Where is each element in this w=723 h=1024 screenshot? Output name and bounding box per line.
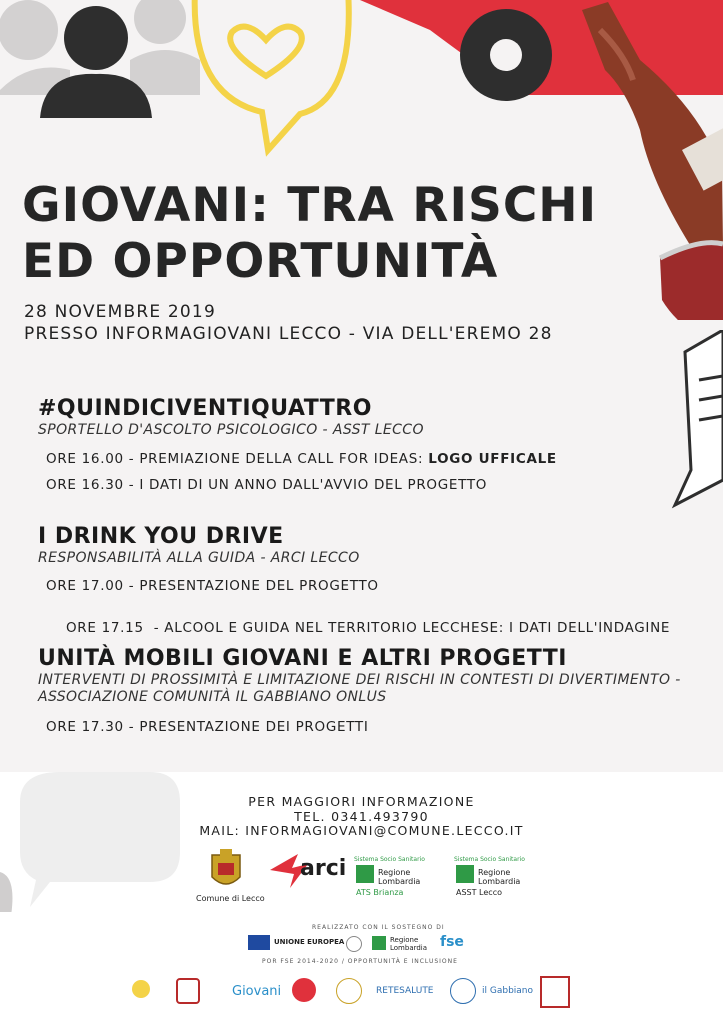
- eu-flag-icon: [248, 935, 270, 950]
- fse-label: fse: [440, 934, 464, 950]
- agenda-item: [46, 477, 487, 493]
- car-icon: [360, 0, 723, 101]
- agenda-text: - PRESENTAZIONE DEL PROGETTO: [123, 578, 379, 594]
- agenda-text: - PRESENTAZIONE DEI PROGETTI: [123, 719, 369, 735]
- title-line-2: ED OPPORTUNITÀ: [22, 234, 499, 289]
- glass-icon: [660, 243, 723, 320]
- ue-label: UNIONE EUROPEA: [274, 938, 345, 946]
- note-bubble-icon: [663, 330, 723, 510]
- comune-lecco-label: Comune di Lecco: [196, 894, 265, 903]
- contact-email[interactable]: MAIL: INFORMAGIOVANI@COMUNE.LECCO.IT: [199, 823, 524, 838]
- section-subtitle-line-1: INTERVENTI DI PROSSIMITÀ E LIMITAZIONE DEI RISCHI IN CONTESTI DI DIVERTIMENTO -: [38, 672, 681, 688]
- agenda-time: ORE 17.15: [65, 620, 144, 636]
- poster-title: [22, 178, 597, 290]
- section-title: UNITÀ MOBILI GIOVANI E ALTRI PROGETTI: [38, 646, 567, 671]
- agenda-time: ORE 17.00: [46, 578, 124, 594]
- agenda-text: - PREMIAZIONE DELLA CALL FOR IDEAS:: [123, 451, 429, 467]
- partner-logo-2-icon: [176, 978, 200, 1004]
- agenda-highlight: LOGO UFFICALE: [428, 451, 557, 467]
- event-date: 28 NOVEMBRE 2019: [24, 302, 216, 322]
- agenda-time: ORE 16.00: [46, 451, 124, 467]
- partner-logo-1-icon: [132, 980, 150, 998]
- lombardia-label: Regione Lombardia: [390, 936, 428, 952]
- arci-label: arci: [300, 856, 347, 881]
- partner-logo-9-icon: [540, 976, 570, 1008]
- agenda-time: ORE 16.30: [46, 477, 124, 493]
- section-quindiciventiquattro: [38, 396, 424, 439]
- section-title: I DRINK YOU DRIVE: [38, 524, 284, 549]
- asst-region: Regione Lombardia: [478, 868, 521, 886]
- asst-icon: [456, 865, 474, 883]
- partner-logo-4-icon: [292, 978, 316, 1002]
- agenda-text: - ALCOOL E GUIDA NEL TERRITORIO LECCHESE: I DATI DELL'INDAGINE: [143, 620, 671, 636]
- comune-lecco-logo: [206, 847, 246, 893]
- contact-phone: TEL. 0341.493790: [294, 809, 429, 824]
- lombardia-icon: [372, 936, 386, 950]
- asst-name: ASST Lecco: [456, 888, 502, 897]
- gabbiano-label: il Gabbiano: [482, 986, 534, 996]
- italy-emblem-icon: [346, 936, 362, 952]
- agenda-item: [46, 719, 369, 735]
- ats-region: Regione Lombardia: [378, 868, 421, 886]
- partner-logo-7-icon: [450, 978, 476, 1004]
- person-bg-icon: [0, 0, 58, 60]
- title-line-1: GIOVANI: TRA RISCHI: [22, 178, 598, 233]
- ats-header: Sistema Socio Sanitario: [354, 856, 425, 863]
- partner-logo-5-icon: [336, 978, 362, 1004]
- person-bg-icon-2: [134, 0, 186, 44]
- informagiovani-label: Giovani: [232, 984, 282, 999]
- agenda-time: ORE 17.30: [46, 719, 124, 735]
- ats-name: ATS Brianza: [356, 888, 404, 897]
- agenda-item: [46, 578, 379, 594]
- event-place: PRESSO INFORMAGIOVANI LECCO - VIA DELL'EREMO 28: [24, 324, 553, 344]
- heart-bubble-icon: [195, 0, 349, 150]
- agenda-item: [46, 451, 557, 467]
- ats-icon: [356, 865, 374, 883]
- agenda-item: [46, 604, 670, 652]
- section-unita-mobili: [38, 646, 681, 706]
- footer: [0, 772, 723, 1024]
- contact-title: PER MAGGIORI INFORMAZIONE: [248, 794, 475, 809]
- section-i-drink-you-drive: [38, 524, 360, 567]
- retesalute-label: RETESALUTE: [376, 986, 434, 996]
- por-label: POR FSE 2014-2020 / OPPORTUNITÀ E INCLUSIONE: [262, 958, 458, 965]
- agenda-text: - I DATI DI UN ANNO DALL'AVVIO DEL PROGETTO: [123, 477, 488, 493]
- section-subtitle: RESPONSABILITÀ ALLA GUIDA - ARCI LECCO: [38, 550, 360, 566]
- section-title: #QUINDICIVENTIQUATTRO: [38, 396, 372, 421]
- section-subtitle-line-2: ASSOCIAZIONE COMUNITÀ IL GABBIANO ONLUS: [38, 689, 387, 705]
- asst-header: Sistema Socio Sanitario: [454, 856, 525, 863]
- section-subtitle: SPORTELLO D'ASCOLTO PSICOLOGICO - ASST LECCO: [38, 422, 424, 438]
- realizzato-label: REALIZZATO CON IL SOSTEGNO DI: [312, 924, 445, 931]
- speech-bubble-bg-icon: [0, 772, 180, 912]
